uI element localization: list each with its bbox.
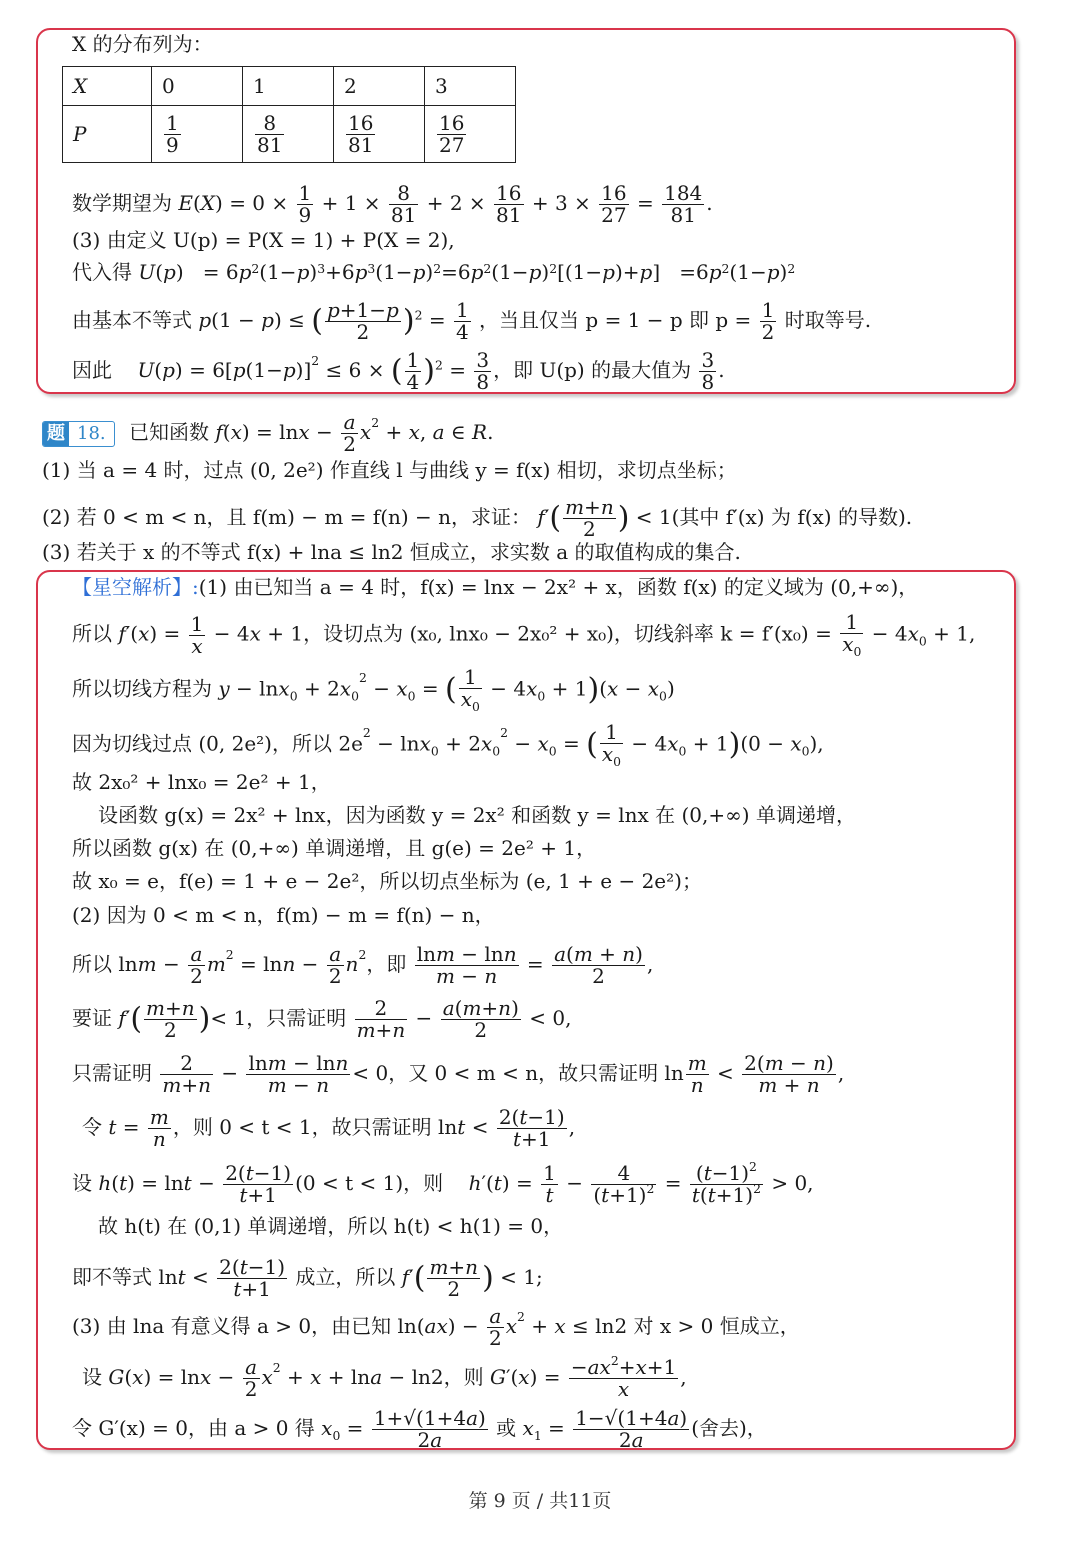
- table-cell: 3: [425, 67, 516, 106]
- solution-line-17: (3) 由 lna 有意义得 a > 0，由已知 ln(ax) − $\frac{a}{2}$ $x^2 + x \le \ln 2$ 对 x > 0 恒成立，: [72, 1304, 800, 1350]
- table-cell: 2: [334, 67, 425, 106]
- page-footer: 第 9 页 / 共11页: [468, 1490, 612, 1512]
- solution-line-14: 设 h(t) = lnt − $\frac{2(t-1)}{t+1}$ (0 < t < 1)，则 h′(t) = $\frac{1}{t}$ − $\frac{4}{(t+1)^2}$ = $\frac{(t-1)^2}{t(t+1)^2}$ > 0,: [72, 1159, 814, 1207]
- solution-line-8: 故 x₀ = e，f(e) = 1 + e − 2e²，所以切点坐标为 (e, 1 + e − 2e²)；: [72, 869, 702, 893]
- solution-line-18: 设 G(x) = lnx − $\frac{a}{2}$ $x^2 + x + \ln a - \ln 2$，则 G′(x) = $\frac{-ax^2+x+1}{x}$ ,: [82, 1353, 687, 1401]
- table-row: [63, 67, 516, 106]
- part3-inequality: 由基本不等式 p(1 − p) ≤ ( $\frac{p+1-p}{2}$ )$^2$ = $\frac{1}{4}$ ，当且仅当 p = 1 − p 即 p = $\frac{1}{2}$ 时取等号.: [72, 298, 872, 344]
- problem-18-stem: 题 18. 已知函数 f(x) = lnx − $\frac{a}{2}$ $x^2 + x$, a ∈ R.: [42, 412, 493, 455]
- distribution-title: X 的分布列为：: [72, 32, 213, 56]
- table-cell: 0: [152, 67, 243, 106]
- solution-line-16: 即不等式 lnt < $\frac{2(t-1)}{t+1}$ 成立，所以 f′( $\frac{m+n}{2}$ ) < 1;: [72, 1255, 543, 1301]
- solution-line-10: 所以 lnm − $\frac{a}{2}$ $m^2 = \ln n$ − $\frac{a}{2}$ $n^2$，即 $\frac{\ln m - \ln n}{m - n}$ = $\frac{a(m + n)}{2}$ ,: [72, 942, 654, 988]
- solution-line-7: 所以函数 g(x) 在 (0,+∞) 单调递增，且 g(e) = 2e² + 1，: [72, 836, 597, 860]
- problem-18-q3: (3) 若关于 x 的不等式 f(x) + lna ≤ ln2 恒成立，求实数 a 的取值构成的集合.: [42, 540, 741, 564]
- solution-line-19: 令 G′(x) = 0，由 a > 0 得 $x_0$ = $\frac{1+√(1+4a)}{2a}$ 或 $x_1$ = $\frac{1-√(1+4a)}{2a}$ (舍去)，: [72, 1406, 767, 1452]
- solution-line-12: 只需证明 $\frac{2}{m+n}$ − $\frac{\ln m - \ln n}{m - n}$ < 0，又 0 < m < n，故只需证明 ln $\frac{m}{n}$ < $\frac{2(m - n)}{m + n}$ ,: [72, 1051, 845, 1097]
- table-cell: P: [63, 106, 152, 163]
- solution-line-5: 故 2x₀² + lnx₀ = 2e² + 1，: [72, 770, 331, 794]
- part3-substitute: 代入得 $U(p) = 6p^2(1-p)^3+6p^3(1-p)^2=6p^2(1-p)^2[(1-p)+p] =6p^2(1-p)^2$: [72, 260, 796, 284]
- table-cell: $\frac{16}{27}$: [425, 106, 516, 163]
- table-cell: $\frac{16}{81}$: [334, 106, 425, 163]
- solution-heading: 【星空解析】:: [72, 575, 199, 599]
- solution-line-6: 设函数 g(x) = 2x² + lnx，因为函数 y = 2x² 和函数 y = lnx 在 (0,+∞) 单调递增，: [98, 803, 856, 827]
- solution-line-4: 因为切线过点 (0, 2e²)，所以 $2e^2 - \ln x_0 + 2x_0^2 - x_0$ = ( $\frac{1}{x_0}$ − $4x_0 + 1)(0 - x_0)$,: [72, 720, 824, 769]
- table-cell: X: [63, 67, 152, 106]
- solution-line-2: 所以 f′(x) = $\frac{1}{x}$ − 4x + 1，设切点为 (x₀, lnx₀ − 2x₀² + x₀)，切线斜率 k = f′(x₀) = $\frac{1}{x_0}$ − $4x_0 + 1$,: [72, 610, 976, 659]
- table-cell: $\frac{8}{81}$: [243, 106, 334, 163]
- part3-definition: (3) 由定义 U(p) = P(X = 1) + P(X = 2),: [72, 228, 455, 252]
- solution-line-15: 故 h(t) 在 (0,1) 单调递增，所以 h(t) < h(1) = 0，: [98, 1214, 564, 1238]
- expectation-line: 数学期望为 E(X) = 0 × $\frac{1}{9}$ + 1 × $\frac{8}{81}$ + 2 × $\frac{16}{81}$ + 3 × $\frac{16}{27}$ = $\frac{184}{81}$ .: [72, 181, 713, 227]
- table-cell: $\frac{1}{9}$: [152, 106, 243, 163]
- solution-line-3: 所以切线方程为 $y - \ln x_0 + 2x_0^2 - x_0$ = ( $\frac{1}{x_0}$ − $4x_0 + 1)(x - x_0)$: [72, 665, 675, 714]
- solution-line-9: (2) 因为 0 < m < n，f(m) − m = f(n) − n，: [72, 903, 495, 927]
- part3-max: 因此 $U(p) = 6[p(1-p)]^2 \le 6$ × ( $\frac{1}{4}$ )$^2$ = $\frac{3}{8}$ ，即 U(p) 的最大值为 $\frac{3}{8}$ .: [72, 348, 725, 394]
- solution-line-11: 要证 f′( $\frac{m+n}{2}$ )< 1，只需证明 $\frac{2}{m+n}$ − $\frac{a(m+n)}{2}$ < 0,: [72, 996, 572, 1042]
- table-cell: 1: [243, 67, 334, 106]
- problem-18-q2: (2) 若 0 < m < n，且 f(m) − m = f(n) − n，求证： f′( $\frac{m+n}{2}$ ) < 1(其中 f′(x) 为 f(x) 的导数).: [42, 495, 913, 541]
- problem-18-q1: (1) 当 a = 4 时，过点 (0, 2e²) 作直线 l 与曲线 y = f(x) 相切，求切点坐标；: [42, 458, 737, 482]
- table-row: [63, 106, 516, 163]
- solution-line-1: 【星空解析】:(1) 由已知当 a = 4 时，f(x) = lnx − 2x² + x，函数 f(x) 的定义域为 (0,+∞)，: [72, 575, 919, 599]
- solution-line-13: 令 t = $\frac{m}{n}$ ，则 0 < t < 1，故只需证明 lnt < $\frac{2(t-1)}{t+1}$ ,: [82, 1105, 576, 1151]
- distribution-table: [62, 66, 516, 163]
- problem-number-tag: 题 18.: [42, 421, 115, 447]
